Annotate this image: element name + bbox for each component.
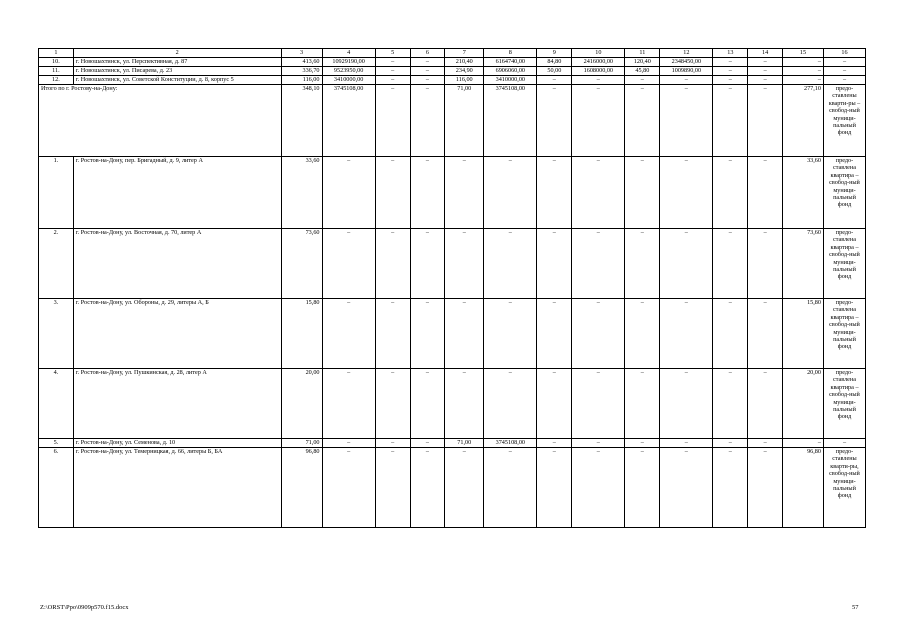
table-cell: 45,80 bbox=[625, 67, 660, 76]
file-path: Z:\ORST\Ppo\0909p570.f15.docx bbox=[40, 604, 129, 611]
table-cell: – bbox=[823, 58, 865, 67]
header-cell: 6 bbox=[410, 49, 445, 58]
table-cell: г. Новошахтинск, ул. Писарева, д. 23 bbox=[73, 67, 281, 76]
table-cell: – bbox=[322, 439, 375, 448]
header-cell: 2 bbox=[73, 49, 281, 58]
page-number: 57 bbox=[852, 604, 859, 611]
table-cell: – bbox=[660, 229, 713, 299]
table-cell: – bbox=[375, 439, 410, 448]
table-cell: – bbox=[410, 76, 445, 85]
table-cell: 50,00 bbox=[537, 67, 572, 76]
table-cell: – bbox=[748, 299, 783, 369]
table-cell: – bbox=[572, 448, 625, 528]
table-cell: – bbox=[625, 157, 660, 229]
table-cell: – bbox=[625, 85, 660, 157]
table-cell: – bbox=[783, 58, 824, 67]
table-cell: – bbox=[660, 85, 713, 157]
table-cell: – bbox=[823, 67, 865, 76]
header-cell: 1 bbox=[39, 49, 74, 58]
table-cell: – bbox=[445, 229, 484, 299]
table-cell: – bbox=[322, 299, 375, 369]
table-cell: – bbox=[484, 229, 537, 299]
table-cell: 73,60 bbox=[783, 229, 824, 299]
table-cell: 234,90 bbox=[445, 67, 484, 76]
table-cell: – bbox=[823, 76, 865, 85]
table-row bbox=[39, 369, 866, 439]
table-cell: предо-ставлена квартира – свобод-ный муници-пальный фонд bbox=[823, 157, 865, 229]
table-cell: – bbox=[484, 157, 537, 229]
table-cell: – bbox=[572, 85, 625, 157]
table-cell: Итого по г. Ростову-на-Дону: bbox=[39, 85, 282, 157]
table-cell: предо-ставлены кварти-ры, свобод-ный муници-пальный фонд bbox=[823, 448, 865, 528]
table-cell: – bbox=[713, 76, 748, 85]
table-row bbox=[39, 85, 866, 157]
table-cell: – bbox=[375, 67, 410, 76]
header-cell: 9 bbox=[537, 49, 572, 58]
table-cell: 413,60 bbox=[281, 58, 322, 67]
table-cell: 20,00 bbox=[281, 369, 322, 439]
table-cell: – bbox=[410, 299, 445, 369]
data-table bbox=[38, 48, 866, 528]
table-cell: 15,80 bbox=[281, 299, 322, 369]
table-cell: – bbox=[410, 229, 445, 299]
table-cell: 20,00 bbox=[783, 369, 824, 439]
header-cell: 15 bbox=[783, 49, 824, 58]
table-row bbox=[39, 439, 866, 448]
header-cell: 8 bbox=[484, 49, 537, 58]
table-cell: 6906060,00 bbox=[484, 67, 537, 76]
table-cell: 3745108,00 bbox=[322, 85, 375, 157]
table-cell: – bbox=[713, 448, 748, 528]
table-cell: 71,00 bbox=[281, 439, 322, 448]
header-cell: 13 bbox=[713, 49, 748, 58]
table-cell: 277,10 bbox=[783, 85, 824, 157]
table-cell: 10. bbox=[39, 58, 74, 67]
table-cell: – bbox=[748, 76, 783, 85]
table-cell: – bbox=[410, 369, 445, 439]
table-cell: – bbox=[375, 448, 410, 528]
table-cell: – bbox=[572, 369, 625, 439]
table-cell: – bbox=[625, 299, 660, 369]
table-row bbox=[39, 157, 866, 229]
table-cell: г. Новошахтинск, ул. Перспективная, д. 87 bbox=[73, 58, 281, 67]
table-row bbox=[39, 76, 866, 85]
table-cell: – bbox=[625, 76, 660, 85]
table-cell: – bbox=[375, 85, 410, 157]
table-cell: – bbox=[572, 157, 625, 229]
table-cell: – bbox=[625, 448, 660, 528]
table-cell: – bbox=[445, 448, 484, 528]
header-cell: 11 bbox=[625, 49, 660, 58]
table-cell: 4. bbox=[39, 369, 74, 439]
table-cell: – bbox=[410, 58, 445, 67]
table-cell: 3410000,00 bbox=[322, 76, 375, 85]
table-cell: – bbox=[783, 439, 824, 448]
table-cell: – bbox=[572, 229, 625, 299]
table-cell: 9523950,00 bbox=[322, 67, 375, 76]
table-cell: – bbox=[537, 76, 572, 85]
header-cell: 12 bbox=[660, 49, 713, 58]
table-cell: – bbox=[748, 229, 783, 299]
table-cell: – bbox=[484, 369, 537, 439]
table-cell: – bbox=[748, 157, 783, 229]
table-cell: 120,40 bbox=[625, 58, 660, 67]
table-cell: 2416000,00 bbox=[572, 58, 625, 67]
header-cell: 3 bbox=[281, 49, 322, 58]
table-cell: 116,00 bbox=[281, 76, 322, 85]
table-cell: предо-ставлена квартира – свобод-ный муници-пальный фонд bbox=[823, 229, 865, 299]
table-cell: – bbox=[375, 157, 410, 229]
table-cell: – bbox=[484, 448, 537, 528]
table-cell: – bbox=[572, 439, 625, 448]
header-cell: 5 bbox=[375, 49, 410, 58]
table-cell: 3. bbox=[39, 299, 74, 369]
table-cell: – bbox=[375, 58, 410, 67]
table-cell: – bbox=[660, 299, 713, 369]
table-cell: – bbox=[660, 157, 713, 229]
table-cell: – bbox=[537, 299, 572, 369]
table-cell: – bbox=[375, 76, 410, 85]
table-cell: – bbox=[713, 85, 748, 157]
table-cell: – bbox=[625, 439, 660, 448]
table-cell: – bbox=[660, 76, 713, 85]
table-cell: 84,80 bbox=[537, 58, 572, 67]
table-cell: – bbox=[375, 229, 410, 299]
table-cell: 11. bbox=[39, 67, 74, 76]
table-cell: – bbox=[322, 157, 375, 229]
table-cell: 3745108,00 bbox=[484, 85, 537, 157]
table-cell: – bbox=[660, 439, 713, 448]
table-row bbox=[39, 299, 866, 369]
table-cell: – bbox=[322, 229, 375, 299]
table-cell: – bbox=[537, 157, 572, 229]
table-cell: – bbox=[410, 67, 445, 76]
table-cell: – bbox=[783, 67, 824, 76]
table-cell: – bbox=[410, 439, 445, 448]
header-cell: 10 bbox=[572, 49, 625, 58]
table-cell: – bbox=[748, 85, 783, 157]
table-cell: – bbox=[410, 448, 445, 528]
table-row bbox=[39, 67, 866, 76]
header-cell: 14 bbox=[748, 49, 783, 58]
table-cell: г. Новошахтинск, ул. Советской Конституции, д. 8, корпус 5 bbox=[73, 76, 281, 85]
table-cell: 73,60 bbox=[281, 229, 322, 299]
table-cell: – bbox=[748, 439, 783, 448]
table-cell: – bbox=[748, 448, 783, 528]
table-cell: 33,60 bbox=[783, 157, 824, 229]
table-cell: 96,80 bbox=[281, 448, 322, 528]
table-cell: – bbox=[713, 229, 748, 299]
table-cell: – bbox=[410, 157, 445, 229]
table-cell: 6164740,00 bbox=[484, 58, 537, 67]
table-cell: 348,10 bbox=[281, 85, 322, 157]
table-cell: – bbox=[537, 439, 572, 448]
table-cell: – bbox=[322, 448, 375, 528]
table-cell: – bbox=[572, 76, 625, 85]
table-cell: 96,80 bbox=[783, 448, 824, 528]
table-cell: – bbox=[748, 67, 783, 76]
table-cell: – bbox=[625, 229, 660, 299]
table-cell: – bbox=[783, 76, 824, 85]
table-cell: – bbox=[375, 369, 410, 439]
table-cell: г. Ростов-на-Дону, ул. Пушкинская, д. 28, литер А bbox=[73, 369, 281, 439]
table-cell: – bbox=[713, 439, 748, 448]
table-cell: 3745108,00 bbox=[484, 439, 537, 448]
table-cell: – bbox=[537, 229, 572, 299]
table-cell: – bbox=[484, 299, 537, 369]
table-cell: – bbox=[410, 85, 445, 157]
header-cell: 4 bbox=[322, 49, 375, 58]
table-cell: 1. bbox=[39, 157, 74, 229]
table-cell: – bbox=[713, 299, 748, 369]
table-cell: 5. bbox=[39, 439, 74, 448]
table-cell: 2. bbox=[39, 229, 74, 299]
table-cell: – bbox=[445, 369, 484, 439]
header-row bbox=[39, 49, 866, 58]
table-cell: 210,40 bbox=[445, 58, 484, 67]
table-cell: 1009890,00 bbox=[660, 67, 713, 76]
table-cell: 6. bbox=[39, 448, 74, 528]
table-cell: 116,00 bbox=[445, 76, 484, 85]
table-cell: г. Ростов-на-Дону, ул. Семенова, д. 10 bbox=[73, 439, 281, 448]
table-cell: 71,00 bbox=[445, 439, 484, 448]
table-cell: – bbox=[748, 369, 783, 439]
table-cell: 3410000,00 bbox=[484, 76, 537, 85]
table-cell: – bbox=[322, 369, 375, 439]
table-row bbox=[39, 58, 866, 67]
table-cell: – bbox=[660, 369, 713, 439]
table-cell: 15,80 bbox=[783, 299, 824, 369]
table-cell: – bbox=[713, 157, 748, 229]
table-row bbox=[39, 229, 866, 299]
table-cell: 33,60 bbox=[281, 157, 322, 229]
table-cell: г. Ростов-на-Дону, ул. Темерницкая, д. 66, литеры Б, БА bbox=[73, 448, 281, 528]
table-cell: – bbox=[445, 157, 484, 229]
header-cell: 7 bbox=[445, 49, 484, 58]
table-cell: – bbox=[713, 67, 748, 76]
table-cell: – bbox=[748, 58, 783, 67]
table-cell: 71,00 bbox=[445, 85, 484, 157]
table-cell: – bbox=[713, 369, 748, 439]
table-cell: – bbox=[660, 448, 713, 528]
table-cell: 336,70 bbox=[281, 67, 322, 76]
table-cell: – bbox=[537, 369, 572, 439]
table-cell: – bbox=[537, 85, 572, 157]
table-cell: – bbox=[375, 299, 410, 369]
table-cell: – bbox=[572, 299, 625, 369]
table-cell: 12. bbox=[39, 76, 74, 85]
table-cell: – bbox=[537, 448, 572, 528]
table-cell: 10929190,00 bbox=[322, 58, 375, 67]
table-cell: предо-ставлена квартира – свобод-ный муници-пальный фонд bbox=[823, 369, 865, 439]
table-cell: – bbox=[823, 439, 865, 448]
table-cell: предо-ставлены кварти-ры – свобод-ный муници-пальный фонд bbox=[823, 85, 865, 157]
table-cell: – bbox=[445, 299, 484, 369]
header-cell: 16 bbox=[823, 49, 865, 58]
table-cell: г. Ростов-на-Дону, ул. Восточная, д. 70, литер А bbox=[73, 229, 281, 299]
table-row bbox=[39, 448, 866, 528]
table-cell: г. Ростов-на-Дону, ул. Обороны, д. 29, литеры А, Б bbox=[73, 299, 281, 369]
table-cell: – bbox=[625, 369, 660, 439]
table-cell: г. Ростов-на-Дону, пер. Бригадный, д. 9, литер А bbox=[73, 157, 281, 229]
table-cell: – bbox=[713, 58, 748, 67]
table-cell: предо-ставлена квартира – свобод-ный муници-пальный фонд bbox=[823, 299, 865, 369]
table-cell: 1608000,00 bbox=[572, 67, 625, 76]
table-cell: 2348450,00 bbox=[660, 58, 713, 67]
